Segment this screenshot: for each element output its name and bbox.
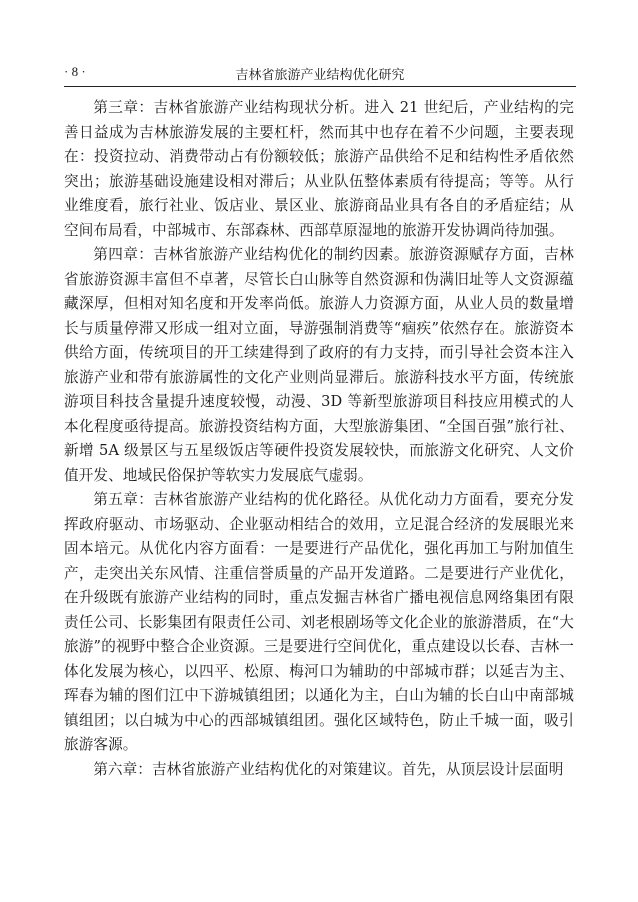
running-title: 吉林省旅游产业结构优化研究 xyxy=(235,68,405,83)
paragraph-chapter-5: 第五章：吉林省旅游产业结构的优化路径。从优化动力方面看，要充分发挥政府驱动、市场驱动、企业驱动相结合的效用，立足混合经济的发展眼光来固本培元。从优化内容方面看：一是要进行产品优化，强化再加工与附加值生产，走突出关东风情、注重信誉质量的产品开发道路。二是要进行产业优化，在升级既有旅游产业结构的同时，重点发掘吉林省广播电视信息网络集团有限责任公司、长影集团有限责任公司、刘老根剧场等文化企业的旅游潜质，在“大旅游”的视野中整合企业资源。三是要进行空间优化，重点建设以长春、吉林一体化发展为核心，以四平、松原、梅河口为辅助的中部城市群；以延吉为主、珲春为辅的图们江中下游城镇组团；以通化为主，白山为辅的长白山中南部城镇组团；以白城为中心的西部城镇组团。强化区域特色，防止千城一面，吸引旅游客源。 xyxy=(64,491,574,753)
paragraph-chapter-6: 第六章：吉林省旅游产业结构优化的对策建议。首先，从顶层设计层面明 xyxy=(93,760,564,778)
paragraph-chapter-4: 第四章：吉林省旅游产业结构优化的制约因素。旅游资源赋存方面，吉林省旅游资源丰富但不卓著，尽管长白山脉等自然资源和伪满旧址等人文资源蕴藏深厚，但相对知名度和开发率尚低。旅游人力资源方面，从业人员的数量增长与质量停滞又形成一组对立面，导游强制消费等“痼疾”依然存在。旅游资本供给方面，传统项目的开工续建得到了政府的有力支持，而引导社会资本注入旅游产业和带有旅游属性的文化产业则尚显滞后。旅游科技水平方面，传统旅游项目科技含量提升速度较慢，动漫、3D 等新型旅游项目科技应用模式的人本化程度亟待提高。旅游投资结构方面，大型旅游集团、“全国百强”旅行社、新增 5A 级景区与五星级饭店等硬件投资发展较快，而旅游文化研究、人文价值开发、地域民俗保护等软实力发展底气虚弱。 xyxy=(64,246,574,484)
paragraph-chapter-3: 第三章：吉林省旅游产业结构现状分析。进入 21 世纪后，产业结构的完善日益成为吉林旅游发展的主要杠杆，然而其中也存在着不少问题，主要表现在：投资拉动、消费带动占有份额较低；旅游产品供给不足和结构性矛盾依然突出；旅游基础设施建设相对滞后；从业队伍整体素质有待提高；等等。从行业维度看，旅行社业、饭店业、景区业、旅游商品业具有各自的矛盾症结；从空间布局看，中部城市、东部森林、西部草原湿地的旅游开发协调尚待加强。 xyxy=(64,99,574,239)
page-number: · 8 · xyxy=(64,64,86,79)
body-text xyxy=(64,96,574,782)
page-header xyxy=(64,62,576,87)
